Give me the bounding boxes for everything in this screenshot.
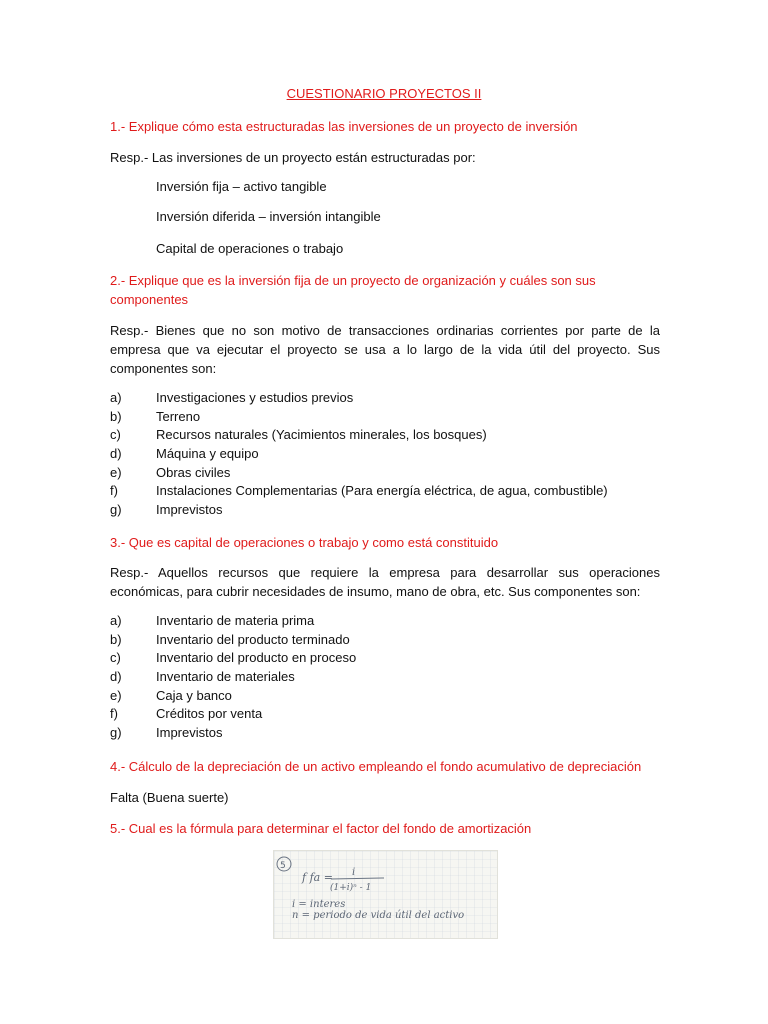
list-item: a) Inventario de materia prima bbox=[110, 613, 315, 628]
answer-2-line: componentes son: bbox=[110, 361, 217, 376]
list-item: g) Imprevistos bbox=[110, 502, 223, 518]
answer-3 bbox=[110, 563, 660, 601]
handwritten-line-n: n = periodo de vida útil del activo bbox=[292, 910, 465, 921]
fixed-investment-list bbox=[110, 389, 608, 520]
list-item: b) Inventario del producto terminado bbox=[110, 631, 350, 647]
answer-4: Falta (Buena suerte) bbox=[110, 790, 229, 805]
list-item: b) Terreno bbox=[110, 408, 201, 424]
document-title: CUESTIONARIO PROYECTOS II bbox=[286, 86, 482, 101]
list-item: g) Imprevistos bbox=[110, 725, 223, 741]
working-capital-list bbox=[110, 612, 356, 743]
question-2 bbox=[110, 271, 660, 309]
handwritten-denominator: (1+i)ⁿ - 1 bbox=[330, 883, 372, 893]
question-1: 1.- Explique cómo esta estructuradas las inversiones de un proyecto de inversión bbox=[110, 119, 578, 134]
question-3: 3.- Que es capital de operaciones o trabajo y como está constituido bbox=[110, 535, 499, 550]
answer-1-intro: Resp.- Las inversiones de un proyecto están estructuradas por: bbox=[110, 150, 476, 165]
answer-3-line: económicas, para cubrir necesidades de insumo, mano de obra, etc. Sus componentes son: bbox=[110, 584, 641, 599]
question-5: 5.- Cual es la fórmula para determinar el factor del fondo de amortización bbox=[110, 821, 532, 836]
question-4: 4.- Cálculo de la depreciación de un activo empleando el fondo acumulativo de depreciación bbox=[110, 759, 642, 774]
list-item: d) Inventario de materiales bbox=[110, 669, 295, 685]
list-item: c) Inventario del producto en proceso bbox=[110, 650, 357, 666]
handwritten-number: 5 bbox=[280, 861, 286, 871]
answer-1-item: Capital de operaciones o trabajo bbox=[156, 241, 344, 256]
handwritten-formula-photo bbox=[273, 850, 498, 939]
answer-2-line: empresa que va ejecutar el proyecto se usa a lo largo de la vida útil del proyecto. Sus bbox=[110, 342, 660, 357]
answer-2 bbox=[110, 321, 660, 378]
question-2-line: componentes bbox=[110, 292, 189, 307]
answer-1-item: Inversión diferida – inversión intangible bbox=[156, 209, 381, 224]
list-item: e) Caja y banco bbox=[110, 687, 232, 703]
answer-1-item: Inversión fija – activo tangible bbox=[156, 179, 327, 194]
list-item: a) Investigaciones y estudios previos bbox=[110, 390, 354, 405]
handwritten-line-i: i = interes bbox=[292, 899, 346, 910]
list-item: e) Obras civiles bbox=[110, 464, 231, 480]
list-item: d) Máquina y equipo bbox=[110, 446, 259, 462]
graph-paper-grid bbox=[274, 851, 497, 938]
handwritten-numerator: i bbox=[352, 867, 356, 878]
list-item: f) Instalaciones Complementarias (Para energía eléctrica, de agua, combustible) bbox=[110, 483, 608, 499]
answer-2-line: Resp.- Bienes que no son motivo de transacciones ordinarias corrientes por parte de la bbox=[110, 323, 660, 338]
list-item: f) Créditos por venta bbox=[110, 706, 263, 722]
list-item: c) Recursos naturales (Yacimientos minerales, los bosques) bbox=[110, 427, 487, 443]
answer-3-line: Resp.- Aquellos recursos que requiere la empresa para desarrollar sus operaciones bbox=[110, 565, 660, 580]
question-2-line: 2.- Explique que es la inversión fija de un proyecto de organización y cuáles son sus bbox=[110, 273, 596, 288]
handwritten-formula-lhs: f fa = bbox=[302, 871, 333, 884]
